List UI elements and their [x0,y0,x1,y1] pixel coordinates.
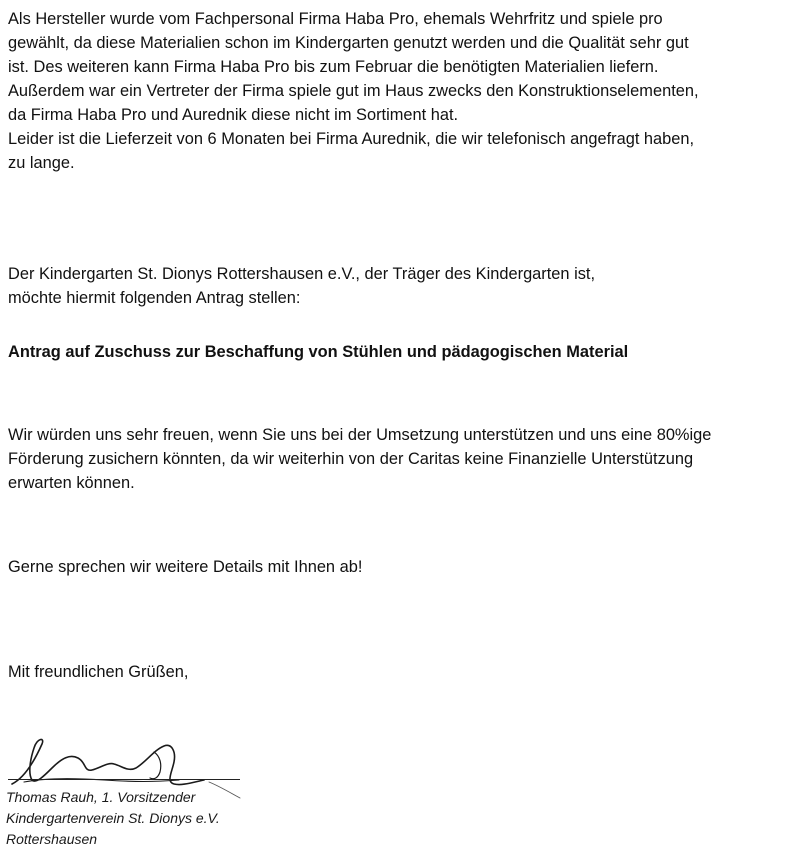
signatory-location: Rottershausen [6,831,98,847]
paragraph-1-line-5: da Firma Haba Pro und Aurednik diese nicht im Sortiment hat. [8,106,459,124]
paragraph-1-line-4: Außerdem war ein Vertreter der Firma spiele gut im Haus zwecks den Konstruktionselementen, [8,82,699,100]
paragraph-4: Gerne sprechen wir weitere Details mit Ihnen ab! [8,558,363,576]
paragraph-3-line-3: erwarten können. [8,474,135,492]
signature-rule [8,779,240,780]
closing-greeting: Mit freundlichen Grüßen, [8,663,189,681]
application-heading: Antrag auf Zuschuss zur Beschaffung von Stühlen und pädagogischen Material [8,343,629,361]
paragraph-1-line-3: ist. Des weiteren kann Firma Haba Pro bis zum Februar die benötigten Materialien liefern. [8,58,659,76]
signatory-organization: Kindergartenverein St. Dionys e.V. [6,810,220,826]
paragraph-2-line-2: möchte hiermit folgenden Antrag stellen: [8,289,301,307]
paragraph-1-line-1: Als Hersteller wurde vom Fachpersonal Firma Haba Pro, ehemals Wehrfritz und spiele pro [8,10,663,28]
paragraph-1-line-6: Leider ist die Lieferzeit von 6 Monaten bei Firma Aurednik, die wir telefonisch angefragt haben, [8,130,695,148]
paragraph-2-line-1: Der Kindergarten St. Dionys Rottershausen e.V., der Träger des Kindergarten ist, [8,265,596,283]
paragraph-3-line-1: Wir würden uns sehr freuen, wenn Sie uns bei der Umsetzung unterstützen und uns eine 80%ige [8,426,712,444]
paragraph-3-line-2: Förderung zusichern könnten, da wir weiterhin von der Caritas keine Finanzielle Unterstützung [8,450,694,468]
paragraph-1-line-2: gewählt, da diese Materialien schon im Kindergarten genutzt werden und die Qualität sehr gut [8,34,689,52]
paragraph-1-line-7: zu lange. [8,154,75,172]
signatory-name: Thomas Rauh, 1. Vorsitzender [6,789,196,805]
